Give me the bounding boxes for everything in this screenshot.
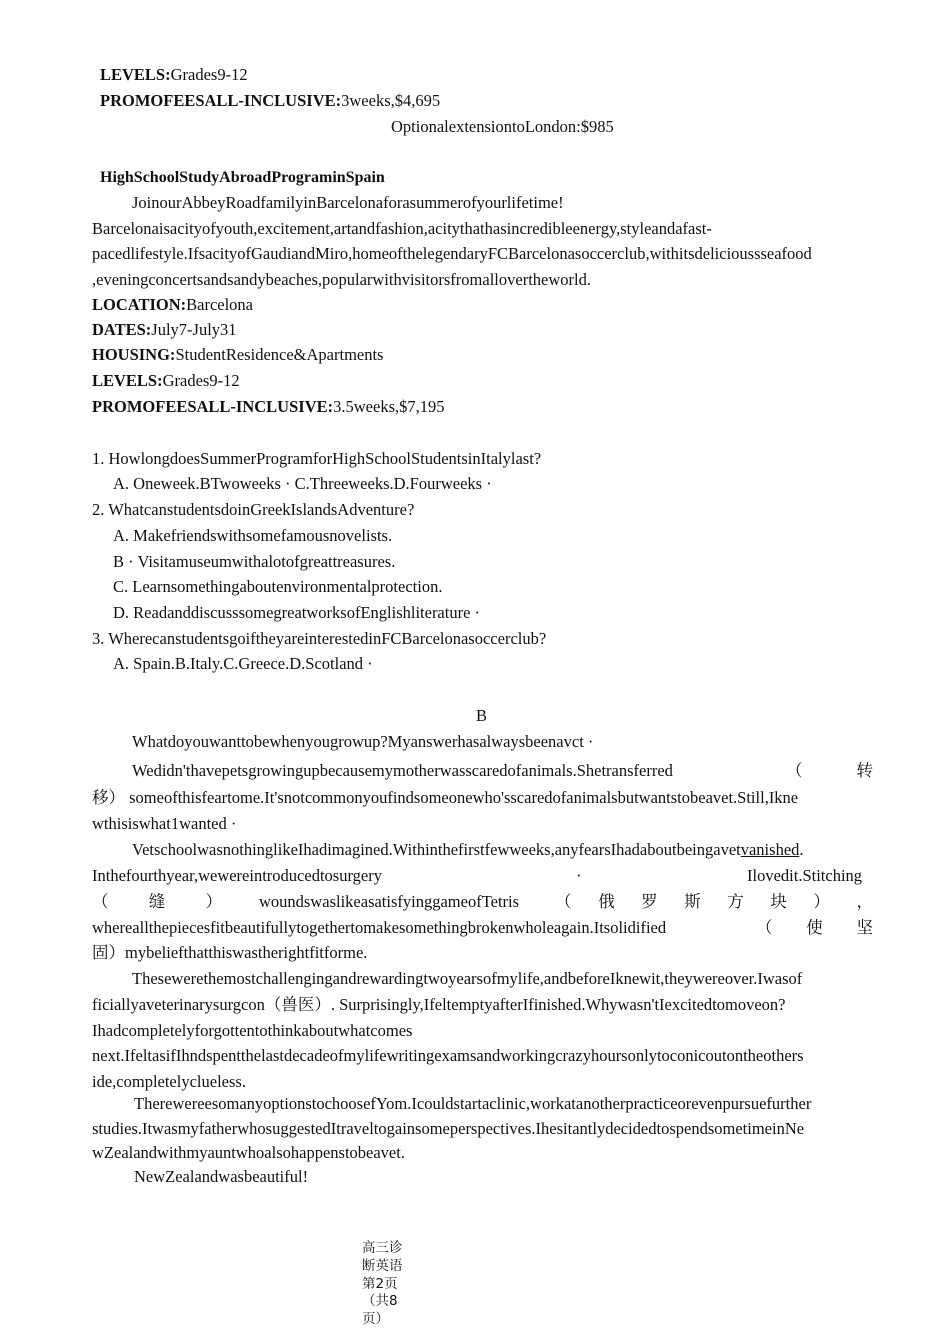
passage-p4-line1: Thesewerethemostchallengingandrewardingtwoyearsofmylife,andbeforeIknewit,theywereover.Iwasof: [132, 969, 803, 988]
passage-p3-line5: 固）mybeliefthatthiswastherightfitforme.: [92, 943, 368, 962]
spain-desc-line-3: pacedlifestyle.IfsacityofGaudiandMiro,homeofthelegendaryFCBarcelonasoccerclub,withitsdelicioussseafood: [92, 244, 812, 263]
passage-p2-line2: [92, 789, 798, 808]
levels-value: Grades9-12: [170, 65, 248, 84]
vanished-underlined-word: vanished: [740, 840, 800, 859]
passage-p2-line2-cn: 移）: [92, 788, 125, 807]
passage-p3-line4-cn: （ 使 坚: [756, 918, 873, 937]
passage-p3-line4: whereallthepiecesfitbeautifullytogethertomakesomethingbrokenwholeagain.Itsolidified: [92, 918, 667, 937]
spain-desc-line-4: ,eveningconcertsandsandybeaches,popularwithvisitorsfromallovertheworld.: [92, 270, 591, 289]
extension-line: OptionalextensiontoLondon:$985: [391, 117, 614, 136]
spain-fees-label: PROMOFEESALL-INCLUSIVE:: [92, 397, 334, 416]
passage-p2-line2-text: someofthisfeartome.It'snotcommonyoufindsomeonewho'sscaredofanimalsbutwantstobeavet.Still,Ikne: [129, 788, 799, 807]
spain-levels: [92, 372, 240, 391]
spain-desc-line-2: Barcelonaisacityofyouth,excitement,artandfashion,acitythathasincredibleenergy,styleandafast-: [92, 219, 712, 238]
passage-p3-line1: [132, 841, 804, 860]
question-2: 2. WhatcanstudentsdoinGreekIslandsAdventure?: [92, 500, 415, 519]
spain-levels-label: LEVELS:: [92, 371, 163, 390]
question-2-option-d: D. ReadanddiscusssomegreatworksofEnglishliterature ·: [113, 603, 481, 622]
question-3-options: A. Spain.B.Italy.C.Greece.D.Scotland ·: [113, 654, 373, 673]
fees-line: [100, 92, 440, 111]
passage-p2-line3: wthisiswhat1wanted ·: [92, 814, 237, 833]
location-value: Barcelona: [186, 295, 254, 314]
passage-p3-line2-end: Ilovedit.Stitching: [747, 866, 863, 885]
spain-housing: [92, 346, 383, 365]
spain-desc-line-1: JoinourAbbeyRoadfamilyinBarcelonaforasummerofyourlifetime!: [132, 193, 564, 212]
spain-fees: [92, 398, 444, 417]
levels-label: LEVELS:: [100, 65, 171, 84]
location-label: LOCATION:: [92, 295, 187, 314]
spain-title: HighSchoolStudyAbroadPrograminSpain: [100, 169, 385, 186]
passage-p4-line2: ficiallyaveterinarysurgcon（兽医）. Surprisingly,IfeltemptyafterIfinished.Whywasn'tIexcitedtomoveon?: [92, 995, 786, 1014]
page-footer: 高三诊断英语第2页（共8页）: [362, 1240, 403, 1328]
passage-p3-line1-text: VetschoolwasnothinglikeIhadimagined.Withinthefirstfewweeks,anyfearsIhadaboutbeingavet: [132, 840, 741, 859]
passage-p4-line5: ide,completelyclueless.: [92, 1072, 246, 1091]
passage-p3-line3-cn1: （ 缝 ）: [92, 892, 222, 911]
question-3: 3. WherecanstudentsgoiftheyareinterestedinFCBarcelonasoccerclub?: [92, 629, 547, 648]
passage-p5-line2: studies.ItwasmyfatherwhosuggestedItraveltogainsomeperspectives.IhesitantlydecidedtospendsometimeinNe: [92, 1119, 805, 1138]
passage-p3-line2-dot: ·: [576, 866, 582, 885]
spain-location: [92, 296, 253, 315]
question-1-options: A. Oneweek.BTwoweeks · C.Threeweeks.D.Fourweeks ·: [113, 474, 492, 493]
levels-line: [100, 66, 248, 85]
question-2-option-a: A. Makefriendswithsomefamousnovelists.: [113, 526, 393, 545]
spain-fees-value: 3.5weeks,$7,195: [333, 397, 445, 416]
passage-p1: Whatdoyouwanttobewhenyougrowup?Myanswerhasalwaysbeenavct ·: [132, 732, 594, 751]
dates-value: July7-July31: [151, 320, 237, 339]
passage-p3-line3-cn2: （ 俄 罗 斯 方 块 ） ，: [555, 892, 873, 911]
passage-p2-line1: Wedidn'thavepetsgrowingupbecausemymotherwasscaredofanimals.Shetransferred: [132, 761, 673, 780]
question-2-option-b: B · Visitamuseumwithalotofgreattreasures.: [113, 552, 396, 571]
passage-p3-line1-end: .: [799, 840, 804, 859]
housing-value: StudentResidence&Apartments: [175, 345, 384, 364]
passage-p3-line2-text: Inthefourthyear,wewereintroducedtosurgery: [92, 866, 382, 885]
spain-levels-value: Grades9-12: [162, 371, 240, 390]
passage-p4-line3: Ihadcompletelyforgottentothinkaboutwhatcomes: [92, 1021, 413, 1040]
passage-p4-line4: next.IfeltasifIhndspentthelastdecadeofmylifewritingexamsandworkingcrazyhoursonlytoconicoutontheothers: [92, 1046, 804, 1065]
passage-p5-line1: TherewereesomanyoptionstochoosefYom.Icouldstartaclinic,workatanotherpracticeorevenpursuefurther: [134, 1094, 812, 1113]
housing-label: HOUSING:: [92, 345, 176, 364]
dates-label: DATES:: [92, 320, 152, 339]
passage-heading: B: [476, 706, 488, 725]
fees-label: PROMOFEESALL-INCLUSIVE:: [100, 91, 342, 110]
fees-value: 3weeks,$4,695: [341, 91, 441, 110]
passage-p6: NewZealandwasbeautiful!: [134, 1167, 309, 1186]
question-2-option-c: C. Learnsomethingaboutenvironmentalprotection.: [113, 577, 443, 596]
passage-p5-line3: wZealandwithmyauntwhoalsohappenstobeavet.: [92, 1143, 405, 1162]
question-1: 1. HowlongdoesSummerProgramforHighSchoolStudentsinItalylast?: [92, 449, 542, 468]
spain-dates: [92, 321, 237, 340]
passage-p3-line3-text: woundswaslikeasatisfyinggameofTetris: [259, 892, 520, 911]
passage-p2-line1-cn: （ 转: [786, 761, 873, 780]
